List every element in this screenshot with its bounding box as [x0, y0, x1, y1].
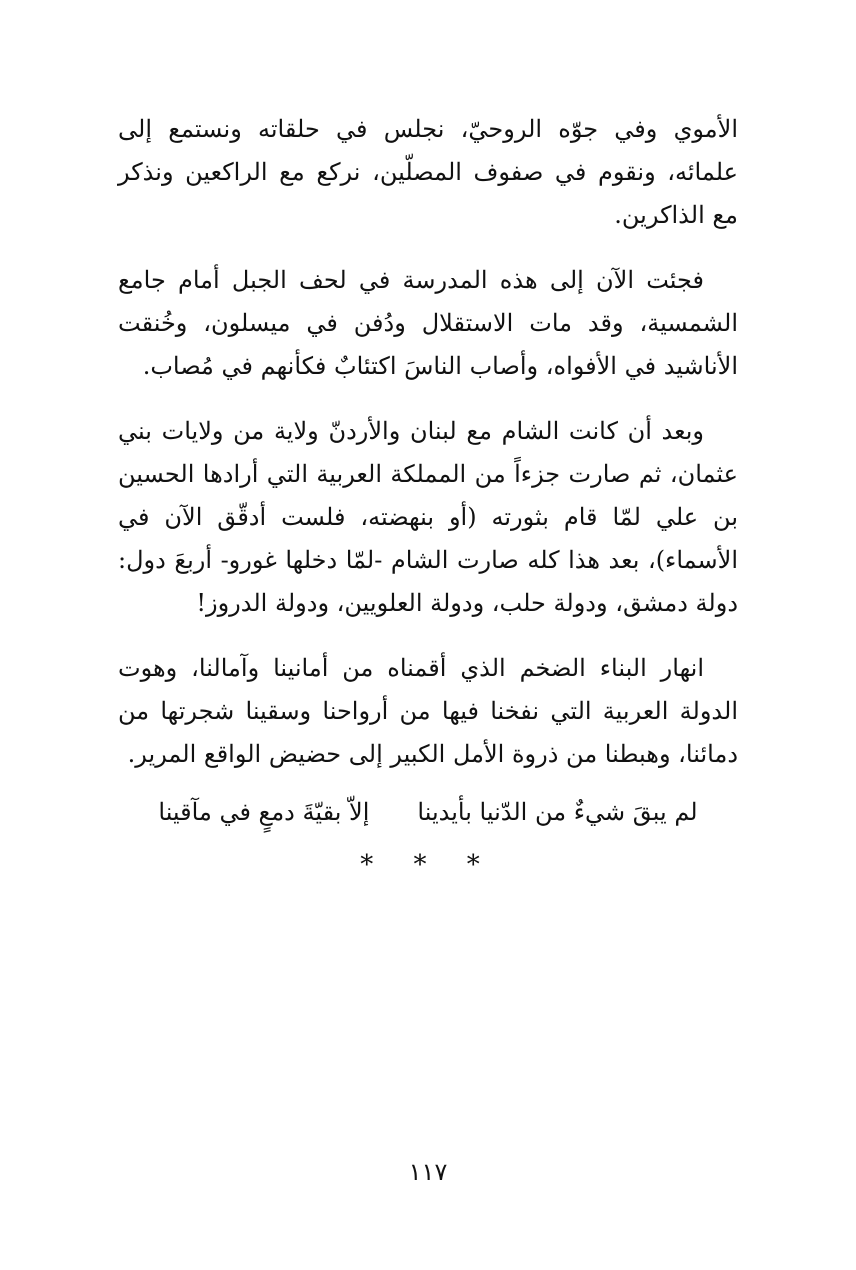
verse-first-hemistich: لم يبقَ شيءٌ من الدّنيا بأيدينا: [417, 798, 698, 826]
poetry-verse: [118, 792, 738, 832]
paragraph-1: الأموي وفي جوّه الروحيّ، نجلس في حلقاته ونستمع إلى علمائه، ونقوم في صفوف المصلّين، نركع مع الراكعين ونذكر مع الذاكرين.: [118, 115, 738, 229]
paragraph-2: فجئت الآن إلى هذه المدرسة في لحف الجبل أمام جامع الشمسية، وقد مات الاستقلال ودُفن في ميسلون، وخُنقت الأناشيد في الأفواه، وأصاب الناسَ اكتئابٌ فكأنهم في مُصاب.: [118, 266, 738, 380]
verse-second-hemistich: إلاّ بقيّةَ دمعٍ في مآقينا: [158, 798, 370, 826]
page-body: [118, 108, 738, 880]
page-number: ١١٧: [408, 1158, 448, 1186]
paragraph-4: انهار البناء الضخم الذي أقمناه من أمانينا وآمالنا، وهوت الدولة العربية التي نفخنا فيها من أرواحنا وسقينا شجرتها من دمائنا، وهبطنا من ذروة الأمل الكبير إلى حضيض الواقع المرير.: [118, 654, 738, 768]
paragraph-3: وبعد أن كانت الشام مع لبنان والأردنّ ولاية من ولايات بني عثمان، ثم صارت جزءاً من المملكة العربية التي أرادها الحسين بن علي لمّا قام بثورته (أو بنهضته، فلست أدقّق الآن في الأسماء)، بعد هذا كله صارت الشام -لمّا دخلها غورو- أربعَ دول: دولة دمشق، ودولة حلب، ودولة العلويين، ودولة الدروز!: [118, 417, 738, 617]
section-separator: * * *: [360, 850, 496, 880]
